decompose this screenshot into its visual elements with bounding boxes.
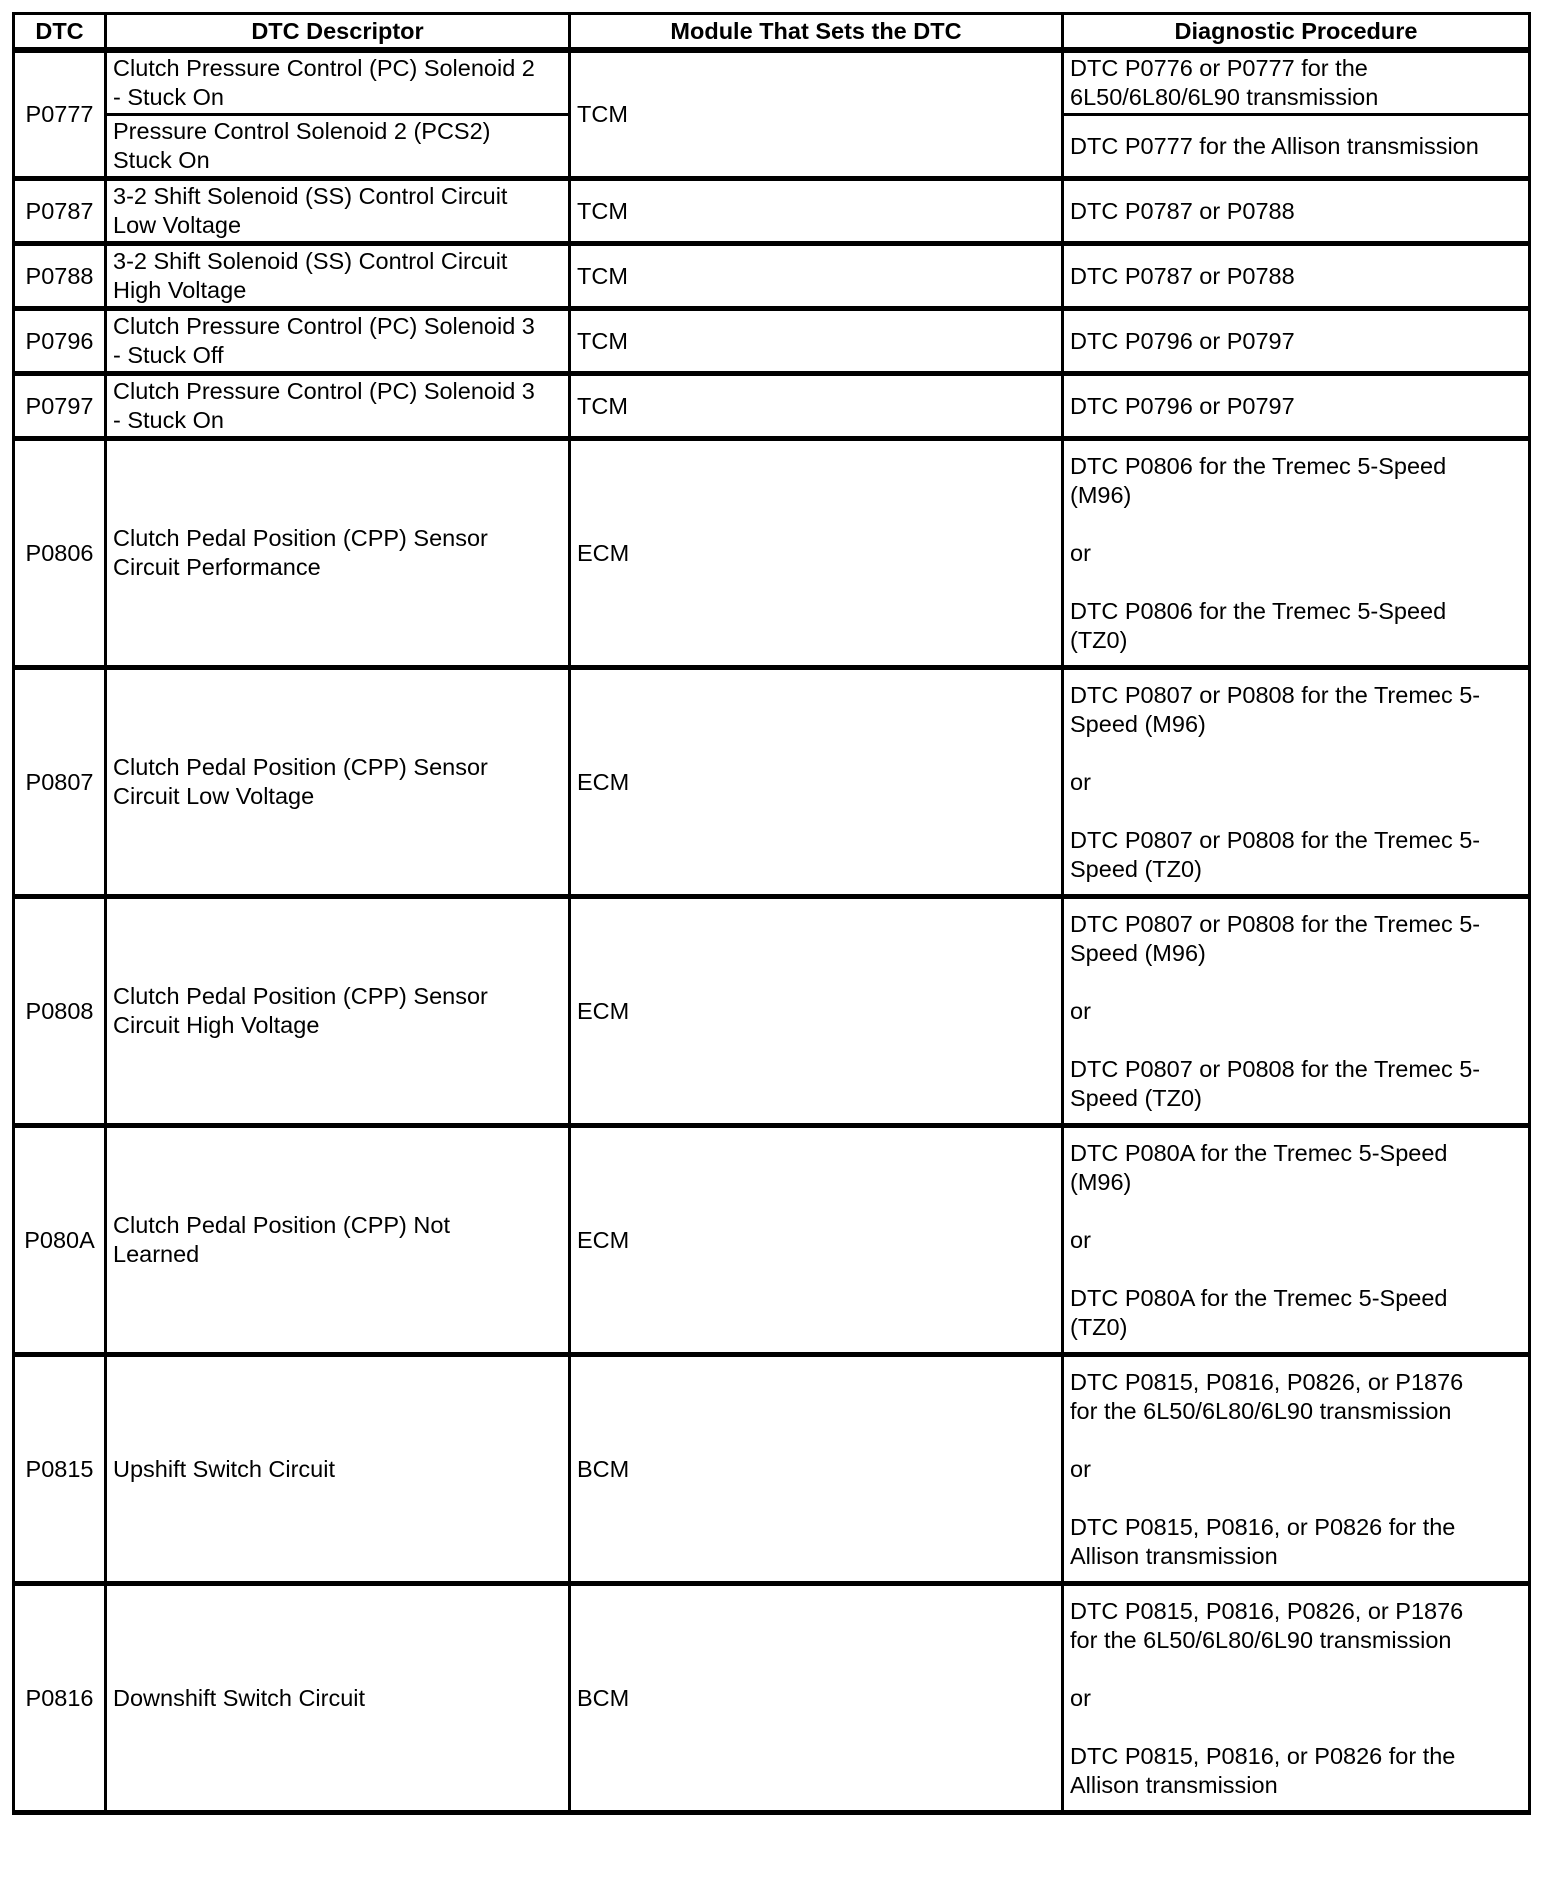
descriptor-cell — [107, 1357, 571, 1586]
spacer — [1070, 568, 1522, 597]
descriptor-line: - Stuck Off — [113, 342, 224, 368]
module-value: TCM — [577, 101, 628, 127]
spacer — [1070, 1026, 1522, 1055]
descriptor-line: Clutch Pressure Control (PC) Solenoid 2 — [113, 55, 535, 81]
module-cell: TCM — [571, 311, 1064, 376]
procedure-line: DTC P0807 or P0808 for the Tremec 5- — [1070, 826, 1481, 853]
descriptor-line: Learned — [113, 1241, 200, 1267]
table-row — [15, 441, 1531, 670]
table-row — [15, 1357, 1531, 1586]
descriptor-line: Circuit High Voltage — [113, 1012, 320, 1038]
dtc-code-cell: P0797 — [15, 376, 107, 441]
descriptor-cell — [107, 181, 571, 246]
spacer — [1070, 1484, 1522, 1513]
descriptor-line: Clutch Pedal Position (CPP) Sensor — [113, 983, 488, 1009]
procedure-or: or — [1070, 1226, 1091, 1253]
descriptor-cell — [107, 1128, 571, 1357]
descriptor-cell — [107, 246, 571, 311]
module-cell — [571, 53, 1064, 181]
procedure-line: Speed (TZ0) — [1070, 855, 1202, 882]
table-row — [15, 311, 1531, 376]
descriptor-line: Circuit Low Voltage — [113, 783, 315, 809]
table-row — [15, 376, 1531, 441]
spacer — [1070, 1197, 1522, 1226]
procedure-line: DTC P0806 for the Tremec 5-Speed — [1070, 597, 1447, 624]
module-cell: TCM — [571, 246, 1064, 311]
procedure-cell — [1064, 1586, 1531, 1815]
table-row — [15, 670, 1531, 899]
procedure-or: or — [1070, 768, 1091, 795]
module-cell: ECM — [571, 1128, 1064, 1357]
procedure-cell: DTC P0787 or P0788 — [1064, 181, 1531, 246]
descriptor-line: High Voltage — [113, 277, 247, 303]
descriptor-line: Clutch Pedal Position (CPP) Not — [113, 1212, 450, 1238]
procedure-line: DTC P0815, P0816, P0826, or P1876 — [1070, 1368, 1464, 1395]
procedure-line: DTC P0815, P0816, P0826, or P1876 — [1070, 1597, 1464, 1624]
procedure-line: DTC P0815, P0816, or P0826 for the — [1070, 1742, 1456, 1769]
descriptor-line: Clutch Pedal Position (CPP) Sensor — [113, 754, 488, 780]
table-header-row — [15, 15, 1531, 53]
procedure-cell: DTC P0796 or P0797 — [1064, 376, 1531, 441]
descriptor-cell — [107, 441, 571, 670]
procedure-cell — [1064, 116, 1531, 181]
table-row — [15, 246, 1531, 311]
procedure-cell — [1064, 53, 1531, 116]
spacer — [1070, 1426, 1522, 1455]
procedure-line: DTC P080A for the Tremec 5-Speed — [1070, 1284, 1448, 1311]
procedure-line: DTC P0807 or P0808 for the Tremec 5- — [1070, 681, 1481, 708]
table-row — [15, 1586, 1531, 1815]
descriptor-cell — [107, 311, 571, 376]
table-row — [15, 899, 1531, 1128]
procedure-line: DTC P0806 for the Tremec 5-Speed — [1070, 452, 1447, 479]
procedure-or: or — [1070, 997, 1091, 1024]
dtc-code-cell: P0806 — [15, 441, 107, 670]
dtc-code-cell: P0807 — [15, 670, 107, 899]
procedure-line: DTC P0815, P0816, or P0826 for the — [1070, 1513, 1456, 1540]
procedure-cell: DTC P0796 or P0797 — [1064, 311, 1531, 376]
header-descriptor: DTC Descriptor — [107, 15, 571, 53]
spacer — [1070, 739, 1522, 768]
procedure-or: or — [1070, 539, 1091, 566]
spacer — [1070, 1713, 1522, 1742]
header-dtc: DTC — [15, 15, 107, 53]
procedure-line: (M96) — [1070, 1168, 1132, 1195]
descriptor-line: Circuit Performance — [113, 554, 321, 580]
procedure-line: Speed (M96) — [1070, 710, 1206, 737]
descriptor-line: Clutch Pressure Control (PC) Solenoid 3 — [113, 378, 535, 404]
procedure-line: DTC P0807 or P0808 for the Tremec 5- — [1070, 1055, 1481, 1082]
spacer — [1070, 1655, 1522, 1684]
procedure-line: (TZ0) — [1070, 1313, 1128, 1340]
descriptor-line: - Stuck On — [113, 84, 225, 110]
procedure-cell — [1064, 1357, 1531, 1586]
dtc-code-cell: P0788 — [15, 246, 107, 311]
module-cell: ECM — [571, 899, 1064, 1128]
dtc-table — [12, 12, 1531, 1815]
descriptor-cell — [107, 53, 571, 116]
descriptor-line: 3-2 Shift Solenoid (SS) Control Circuit — [113, 183, 508, 209]
descriptor-line: Stuck On — [113, 147, 210, 173]
procedure-line: for the 6L50/6L80/6L90 transmission — [1070, 1626, 1452, 1653]
table-row — [15, 1128, 1531, 1357]
dtc-code-cell: P0816 — [15, 1586, 107, 1815]
procedure-cell — [1064, 1128, 1531, 1357]
procedure-line: (TZ0) — [1070, 626, 1128, 653]
module-cell: ECM — [571, 441, 1064, 670]
descriptor-line: Clutch Pressure Control (PC) Solenoid 3 — [113, 313, 535, 339]
procedure-line: for the 6L50/6L80/6L90 transmission — [1070, 1397, 1452, 1424]
descriptor-line: - Stuck On — [113, 407, 225, 433]
procedure-line: DTC P0776 or P0777 for the — [1070, 55, 1368, 81]
procedure-line: DTC P0807 or P0808 for the Tremec 5- — [1070, 910, 1481, 937]
descriptor-line: Upshift Switch Circuit — [113, 1455, 335, 1482]
dtc-code-cell: P0808 — [15, 899, 107, 1128]
procedure-line: Allison transmission — [1070, 1542, 1278, 1569]
procedure-cell — [1064, 899, 1531, 1128]
procedure-line: Speed (M96) — [1070, 939, 1206, 966]
table-row — [15, 181, 1531, 246]
procedure-line: (M96) — [1070, 481, 1132, 508]
procedure-or: or — [1070, 1455, 1091, 1482]
module-cell: TCM — [571, 181, 1064, 246]
procedure-cell — [1064, 670, 1531, 899]
procedure-line: Allison transmission — [1070, 1771, 1278, 1798]
dtc-code-cell: P080A — [15, 1128, 107, 1357]
module-cell: BCM — [571, 1357, 1064, 1586]
descriptor-line: Downshift Switch Circuit — [113, 1684, 366, 1711]
module-cell: TCM — [571, 376, 1064, 441]
descriptor-cell — [107, 116, 571, 181]
descriptor-cell — [107, 376, 571, 441]
descriptor-cell — [107, 1586, 571, 1815]
procedure-line: DTC P080A for the Tremec 5-Speed — [1070, 1139, 1448, 1166]
dtc-code-cell: P0796 — [15, 311, 107, 376]
header-procedure: Diagnostic Procedure — [1064, 15, 1531, 53]
descriptor-cell — [107, 899, 571, 1128]
spacer — [1070, 510, 1522, 539]
spacer — [1070, 1255, 1522, 1284]
module-cell: BCM — [571, 1586, 1064, 1815]
dtc-code-cell: P0787 — [15, 181, 107, 246]
procedure-line: Speed (TZ0) — [1070, 1084, 1202, 1111]
procedure-cell — [1064, 441, 1531, 670]
procedure-or: or — [1070, 1684, 1091, 1711]
table-row — [15, 53, 1531, 116]
procedure-line: 6L50/6L80/6L90 transmission — [1070, 84, 1379, 110]
dtc-code-cell: P0815 — [15, 1357, 107, 1586]
module-cell: ECM — [571, 670, 1064, 899]
procedure-cell: DTC P0787 or P0788 — [1064, 246, 1531, 311]
spacer — [1070, 968, 1522, 997]
descriptor-line: Pressure Control Solenoid 2 (PCS2) — [113, 118, 491, 144]
descriptor-cell — [107, 670, 571, 899]
spacer — [1070, 797, 1522, 826]
dtc-code-cell — [15, 53, 107, 181]
header-module: Module That Sets the DTC — [571, 15, 1064, 53]
dtc-table-container — [12, 12, 1528, 1815]
descriptor-line: Clutch Pedal Position (CPP) Sensor — [113, 525, 488, 551]
dtc-code: P0777 — [25, 101, 94, 127]
descriptor-line: 3-2 Shift Solenoid (SS) Control Circuit — [113, 248, 508, 274]
procedure-line: DTC P0777 for the Allison transmission — [1070, 132, 1479, 159]
descriptor-line: Low Voltage — [113, 212, 242, 238]
